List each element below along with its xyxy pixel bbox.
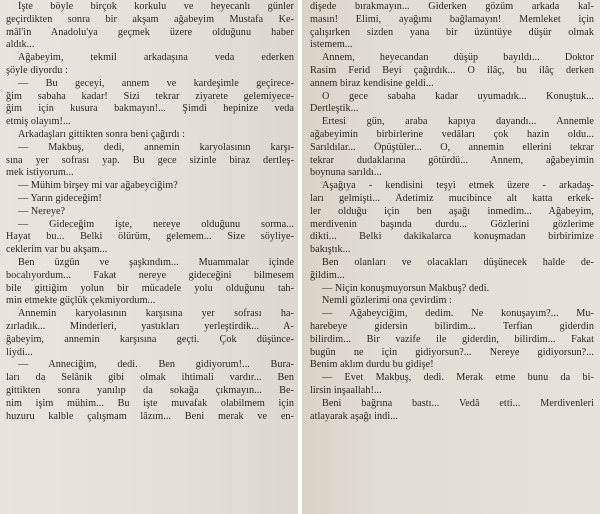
text-line: — Anneciğim, dedi. Ben gidiyorum!... Bura-	[18, 359, 294, 371]
text-line: Arkadaşları gittikten sonra beni çağırdı :	[18, 128, 186, 140]
text-line: gittikten sonra yanılıp da sokağa çıkmayın... Be-	[6, 384, 294, 396]
text-line: dikti... Belki dakikalarca konuşmadan birbirimize	[310, 231, 594, 243]
text-line: Sarıldılar... Öpüştüler... O, annemin ellerini tekrar	[310, 141, 594, 153]
text-line: zırladık... Minderleri, yastıkları yerleştirdik... A-	[6, 320, 294, 332]
left-page-text	[6, 1, 294, 423]
text-line: nim işim mühim... Bu işte muvafak olabilmem için	[6, 397, 294, 409]
text-line: — Makbuş, dedi, annemin karyolasının karşı-	[18, 141, 294, 153]
text-line: bilirdim... Bir vazife ile giderdin, bilirdim... Fakat	[310, 333, 594, 345]
text-line: ğim sabaha kadar! Sizi tekrar ziyarete gelemiyece-	[6, 90, 294, 102]
text-line: ğim için kusura bakmayın!... Şimdi hepinize veda	[6, 103, 294, 115]
text-line: Dertleştik...	[310, 103, 359, 115]
text-line: — Gideceğim işte, nereye olduğunu sorma...	[18, 218, 294, 230]
text-line: şöyle diyordu :	[6, 64, 68, 76]
text-line: Nemli gözlerimi ona çevirdim :	[322, 295, 452, 307]
text-line: Annem, heyecandan düşüp bayıldı... Doktor	[322, 52, 594, 64]
text-line: ları da Selânik gibi olmak ihtimali vardır... Ben	[6, 372, 294, 384]
text-line: atlayarak aşağı indi...	[310, 410, 398, 422]
text-line: harebeye gidersin bilirdim... Terfian giderdin	[310, 320, 594, 332]
text-line: — Mühim birşey mi var ağabeyciğim?	[18, 180, 178, 192]
text-line: tekrar dudaklarına götürdü... Annem, ağabeyimin	[310, 154, 594, 166]
text-line: boynuna sarıldı...	[310, 167, 382, 179]
text-line: çalışırken sizden yana bir üzüntüye düşür olmak	[310, 26, 594, 38]
text-line: huzuru kalble çalışmam lâzım... Beni merak ve en-	[6, 410, 294, 422]
text-line: mâl'in Anadolu'ya geçmek üzere olduğunu haber	[6, 26, 294, 38]
right-page	[302, 0, 600, 514]
text-line: geçirdikten sonra bir akşam ağabeyim Mustafa Ke-	[6, 13, 294, 25]
text-line: Ertesi gün, araba kapıya dayandı... Annemle	[322, 116, 594, 128]
text-line: masın! Elimi, ayağımı bağlamayın! Memleket için	[310, 13, 594, 25]
text-line: ğildim...	[310, 269, 345, 281]
text-line: bile gittiğim yolun bir mücadele yolu olduğunu tah-	[6, 282, 294, 294]
text-line: liydi...	[6, 346, 33, 358]
text-line: Ben olanları ve olacakları düşünecek halde de-	[322, 256, 594, 268]
text-line: — Nereye?	[18, 205, 66, 217]
right-page-text	[310, 1, 594, 423]
text-line: — Ağabeyciğim, dedim. Ne konuşayım?... Mu-	[322, 308, 594, 320]
text-line: etmiş olayım!...	[6, 116, 71, 128]
text-line: ceklerim var bu akşam...	[6, 244, 108, 256]
text-line: mek istiyorum...	[6, 167, 74, 179]
text-line: Beni bağrına bastı... Vedâ etti... Merdivenleri	[322, 397, 594, 409]
text-line: Aşağıya - kendisini teşyi etmek üzere - arkadaş-	[322, 180, 594, 192]
text-line: ağabeyimin birbirlerine vedâları çok hazin oldu...	[310, 128, 594, 140]
text-line: ğabeyim, annemin karşısına geçti. Çok düşünce-	[6, 333, 294, 345]
text-line: — Niçin konuşmuyorsun Makbuş? dedi.	[322, 282, 490, 294]
text-line: Annemin karyolasının karşısına yer sofrası ha-	[18, 308, 294, 320]
text-line: bugün ne için gidiyorsun?... Nereye gidiyorsun?...	[310, 346, 594, 358]
text-line: Ben üzgün ve şaşkındım... Muammalar içinde	[18, 256, 294, 268]
text-line: — Bu geceyi, annem ve kardeşimle geçirece-	[18, 77, 294, 89]
text-line: sına yer sofrası yap. Bu gece sizinle biraz dertleş-	[6, 154, 294, 166]
text-line: lirsin inşaallah!...	[310, 384, 382, 396]
text-line: ları gelmişti... Âdetimiz mucibince alt katta erkek-	[310, 192, 594, 204]
text-line: — Yarın gideceğim!	[18, 192, 102, 204]
text-line: istemem...	[310, 39, 353, 51]
text-line: bakıştık...	[310, 244, 351, 256]
left-page	[0, 0, 298, 514]
text-line: İşte böyle birçok korkulu ve heyecanlı günler	[18, 1, 294, 12]
text-line: aldık...	[6, 39, 35, 51]
text-line: Rasim Ferid Beyi çağırdık... O ilâç, bu ilâç derken	[310, 64, 594, 76]
text-line: — Evet Makbuş, dedi. Merak etme bunu da bi-	[322, 372, 594, 384]
text-line: min etmekte güçlük çekmiyordum...	[6, 295, 156, 307]
text-line: dişede bırakmayın... Giderken gözüm arkada kal-	[310, 1, 594, 12]
text-line: merdivenin başında durdu... Gözlerini gözlerime	[310, 218, 594, 230]
text-line: O gece sabaha kadar uyumadık... Konuştuk...	[322, 90, 594, 102]
text-line: Ağabeyim, tekmil arkadaşına veda ederken	[18, 52, 294, 64]
text-line: ler olduğu için ben aşağı inmedim... Ağabeyim,	[310, 205, 594, 217]
text-line: Benim aklım durdu bu gidişe!	[310, 359, 434, 371]
text-line: Hayat bu... Belki ölürüm, gelemem... Size söyliye-	[6, 231, 294, 243]
text-line: bocalıyordum... Fakat nereye gideceğini bilmesem	[6, 269, 294, 281]
text-line: annem biraz kendisine geldi...	[310, 77, 434, 89]
